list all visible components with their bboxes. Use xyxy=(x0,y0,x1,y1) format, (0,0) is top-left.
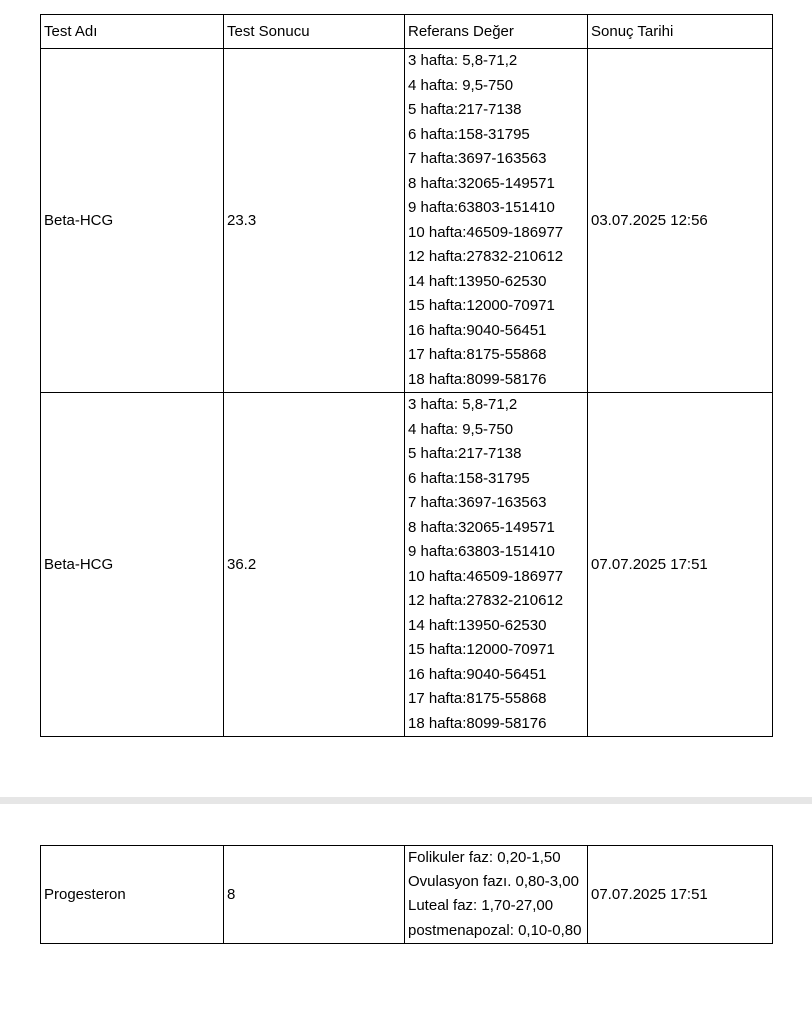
reference-line: Luteal faz: 1,70-27,00 xyxy=(408,897,554,915)
reference-line: 18 hafta:8099-58176 xyxy=(408,714,547,732)
reference-line: postmenapozal: 0,10-0,80 xyxy=(408,921,582,939)
reference-line: 4 hafta: 9,5-750 xyxy=(408,420,514,438)
test-result-cell: 23.3 xyxy=(224,49,405,393)
reference-line: 8 hafta:32065-149571 xyxy=(408,174,555,192)
result-date-cell: 03.07.2025 12:56 xyxy=(588,49,773,393)
reference-line: 18 hafta:8099-58176 xyxy=(408,370,547,388)
reference-line: 7 hafta:3697-163563 xyxy=(408,494,547,511)
reference-line: 5 hafta:217-7138 xyxy=(408,445,522,462)
reference-line: 12 hafta:27832-210612 xyxy=(408,248,564,265)
table-header-row xyxy=(41,15,773,49)
header-reference-value: Referans Değer xyxy=(405,15,588,49)
reference-line: 15 hafta:12000-70971 xyxy=(408,297,555,314)
reference-value-cell xyxy=(405,846,588,944)
test-name-cell: Progesteron xyxy=(41,846,224,944)
reference-line: 3 hafta: 5,8-71,2 xyxy=(408,52,518,69)
test-name-cell: Beta-HCG xyxy=(41,49,224,393)
reference-line: 16 hafta:9040-56451 xyxy=(408,321,547,339)
reference-value-cell xyxy=(405,49,588,393)
progesterone-results-table xyxy=(40,845,773,944)
header-test-name: Test Adı xyxy=(41,15,224,49)
reference-line: 5 hafta:217-7138 xyxy=(408,101,522,118)
lab-results-table xyxy=(40,14,773,737)
reference-line: 6 hafta:158-31795 xyxy=(408,125,530,143)
reference-line: 14 haft:13950-62530 xyxy=(408,272,547,290)
reference-line: 9 hafta:63803-151410 xyxy=(408,543,555,560)
reference-value-cell xyxy=(405,393,588,737)
reference-line: 9 hafta:63803-151410 xyxy=(408,199,555,216)
table-row xyxy=(41,846,773,944)
reference-line: 17 hafta:8175-55868 xyxy=(408,346,547,363)
test-result-cell: 8 xyxy=(224,846,405,944)
reference-line: 10 hafta:46509-186977 xyxy=(408,567,564,585)
result-date-cell: 07.07.2025 17:51 xyxy=(588,393,773,737)
reference-line: 3 hafta: 5,8-71,2 xyxy=(408,396,518,413)
table-row xyxy=(41,49,773,393)
reference-line: 17 hafta:8175-55868 xyxy=(408,690,547,707)
reference-line: 8 hafta:32065-149571 xyxy=(408,518,555,536)
section-divider xyxy=(0,797,812,804)
reference-line: 12 hafta:27832-210612 xyxy=(408,592,564,609)
reference-line: 7 hafta:3697-163563 xyxy=(408,150,547,167)
test-name-cell: Beta-HCG xyxy=(41,393,224,737)
reference-line: 16 hafta:9040-56451 xyxy=(408,665,547,683)
reference-line: 4 hafta: 9,5-750 xyxy=(408,76,514,94)
reference-line: Ovulasyon fazı. 0,80-3,00 xyxy=(408,873,579,891)
header-result-date: Sonuç Tarihi xyxy=(588,15,773,49)
reference-line: Folikuler faz: 0,20-1,50 xyxy=(408,849,561,866)
reference-line: 15 hafta:12000-70971 xyxy=(408,641,555,658)
table-row xyxy=(41,393,773,737)
reference-line: 14 haft:13950-62530 xyxy=(408,616,547,634)
test-result-cell: 36.2 xyxy=(224,393,405,737)
result-date-cell: 07.07.2025 17:51 xyxy=(588,846,773,944)
header-test-result: Test Sonucu xyxy=(224,15,405,49)
reference-line: 6 hafta:158-31795 xyxy=(408,469,530,487)
reference-line: 10 hafta:46509-186977 xyxy=(408,223,564,241)
